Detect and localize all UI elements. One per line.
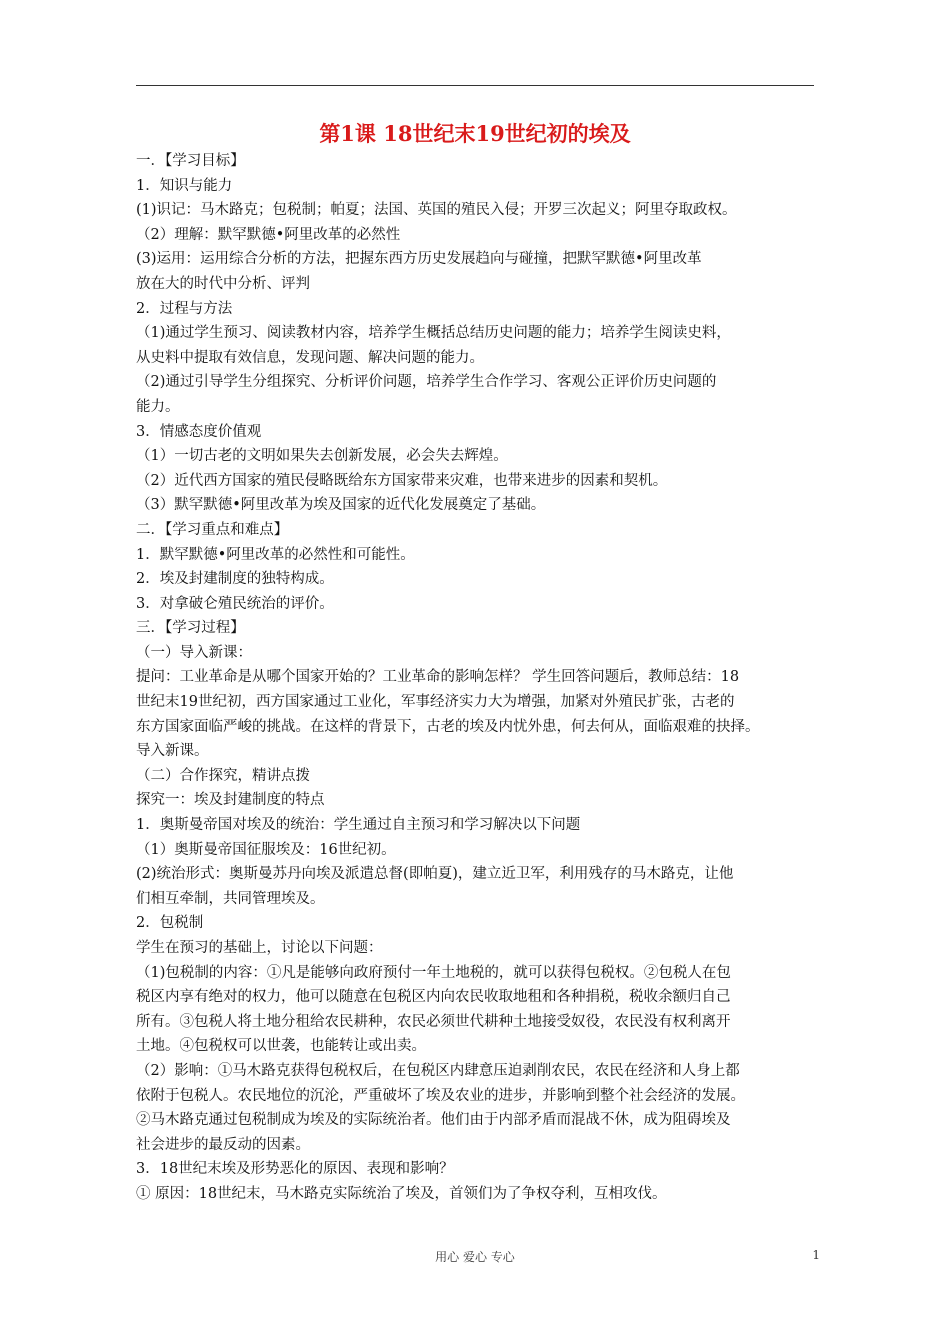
text-line: 三．【学习过程】 (136, 620, 245, 637)
text-line: 探究一：埃及封建制度的特点 (136, 792, 325, 809)
text-line: 依附于包税人。农民地位的沉沦，严重破坏了埃及农业的进步，并影响到整个社会经济的发展。 (136, 1087, 745, 1104)
text-line: ① 原因：18世纪末，马木路克实际统治了埃及，首领们为了争权夺利，互相攻伐。 (136, 1185, 667, 1202)
text-line: 2．埃及封建制度的独特构成。 (136, 571, 334, 588)
text-line: 们相互牵制，共同管理埃及。 (136, 890, 325, 907)
lesson-title: 第1课 18世纪末19世纪初的埃及 (319, 121, 631, 146)
text-line: ②马木路克通过包税制成为埃及的实际统治者。他们由于内部矛盾而混战不休，成为阻碍埃及 (136, 1112, 731, 1129)
text-line: 一．【学习目标】 (136, 153, 245, 169)
text-line: （2）理解：默罕默德•阿里改革的必然性 (136, 226, 401, 243)
text-line: 3．18世纪末埃及形势恶化的原因、表现和影响？ (136, 1161, 454, 1178)
text-line: 能力。 (136, 398, 180, 415)
text-line: 税区内享有绝对的权力，他可以随意在包税区内向农民收取地租和各种捐税，税收余额归自己 (136, 989, 731, 1006)
text-line: （2）近代西方国家的殖民侵略既给东方国家带来灾难，也带来进步的因素和契机。 (136, 472, 668, 489)
header-rule (136, 85, 814, 86)
text-line: (1)识记：马木路克；包税制；帕夏；法国、英国的殖民入侵；开罗三次起义；阿里夺取政权。 (136, 202, 737, 219)
text-line: 世纪末19世纪初，西方国家通过工业化，军事经济实力大为增强，加紧对外殖民扩张，古老的 (136, 694, 735, 711)
text-line: 1．知识与能力 (136, 177, 233, 194)
text-line: （二）合作探究，精讲点拨 (136, 767, 310, 784)
text-line: 1．默罕默德•阿里改革的必然性和可能性。 (136, 546, 415, 563)
text-line: 提问：工业革命是从哪个国家开始的？工业革命的影响怎样？ 学生回答问题后，教师总结：18 (136, 669, 740, 686)
text-line: 2．过程与方法 (136, 300, 233, 317)
text-line: （1）奥斯曼帝国征服埃及：16世纪初。 (136, 841, 396, 858)
text-line: （2）影响：①马木路克获得包税权后，在包税区内肆意压迫剥削农民，农民在经济和人身上都 (136, 1062, 740, 1079)
text-line: 土地。④包税权可以世袭，也能转让或出卖。 (136, 1038, 426, 1055)
document-body (136, 149, 816, 1207)
text-line: 3．情感态度价值观 (136, 423, 262, 440)
text-line: （1)通过学生预习、阅读教材内容，培养学生概括总结历史问题的能力；培养学生阅读史料， (136, 325, 731, 342)
page-number: 1 (812, 1248, 820, 1262)
text-line: (3)运用：运用综合分析的方法，把握东西方历史发展趋向与碰撞，把默罕默德•阿里改革 (136, 251, 702, 268)
text-line: 放在大的时代中分析、评判 (136, 275, 310, 292)
text-line: 二．【学习重点和难点】 (136, 521, 289, 538)
text-line: 导入新课。 (136, 743, 209, 760)
text-line: 3．对拿破仑殖民统治的评价。 (136, 595, 334, 612)
text-line: (2)统治形式：奥斯曼苏丹向埃及派遣总督(即帕夏)，建立近卫军，利用残存的马木路克，让他 (136, 866, 734, 883)
text-line: （1）一切古老的文明如果失去创新发展，必会失去辉煌。 (136, 448, 508, 465)
text-line: 从史料中提取有效信息，发现问题、解决问题的能力。 (136, 349, 484, 366)
text-line: 学生在预习的基础上，讨论以下问题： (136, 940, 383, 956)
page-footer: 用心 爱心 专心 (435, 1250, 515, 1264)
text-line: 所有。③包税人将土地分租给农民耕种，农民必须世代耕种土地接受奴役，农民没有权利离开 (136, 1013, 731, 1030)
text-line: （3）默罕默德•阿里改革为埃及国家的近代化发展奠定了基础。 (136, 497, 546, 514)
text-line: （一）导入新课： (136, 644, 252, 661)
text-line: 东方国家面临严峻的挑战。在这样的背景下，古老的埃及内忧外患，何去何从，面临艰难的抉择。 (136, 718, 760, 735)
text-line: 社会进步的最反动的因素。 (136, 1136, 310, 1153)
text-line: （1)包税制的内容：①凡是能够向政府预付一年土地税的，就可以获得包税权。②包税人在包 (136, 964, 731, 981)
text-line: （2)通过引导学生分组探究、分析评价问题，培养学生合作学习、客观公正评价历史问题的 (136, 374, 717, 391)
text-line: 2．包税制 (136, 915, 204, 932)
text-line: 1．奥斯曼帝国对埃及的统治：学生通过自主预习和学习解决以下问题 (136, 817, 581, 834)
